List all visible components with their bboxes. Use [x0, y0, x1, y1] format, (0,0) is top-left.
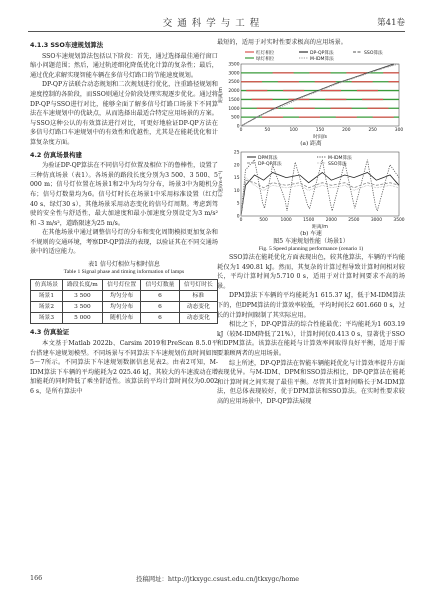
y-tick-label: 10 [233, 188, 240, 194]
table-cell: 均匀分布 [102, 290, 140, 301]
paragraph-dpqp: DP-QP方法联合动态规划和二次规划进行优化，注重路径规划和速度控制的各阶段，而SSO则通过分阶段处理实现逐步优化。通过将DP-QP与SSO进行对比，能够全面了解多信号灯路口场景下不同算法在车速规划中的优缺点，从而选择出最适合特定应用场景的方案。与SSO这种公认的有效算法进行对比，可更好地验证DP-QP方法在多信号灯路口车速规划中的有效性和优越性，尤其是在能耗优化和计算复杂度方面。 [30, 81, 218, 146]
table-row [31, 313, 218, 324]
table-header-row [31, 279, 218, 290]
y-tick-label: 2000 [228, 88, 240, 94]
table-cell: 6 [141, 301, 179, 312]
table-cell: 动态变化 [179, 313, 217, 324]
table-cell: 场景1 [31, 290, 63, 301]
figure-caption-cn: 图5 车速规划性能（场景1） [273, 237, 349, 245]
section-heading-4-3: 4.3 仿真验证 [30, 328, 70, 337]
section-heading-4-2: 4.2 仿真场景构建 [30, 150, 82, 159]
section-heading-4-1-3: 4.1.3 SSO车速规划算法 [30, 41, 104, 49]
legend-label: M-IDM算法 [328, 155, 352, 161]
legend-label: SSO算法 [364, 50, 383, 56]
header-rule [28, 31, 405, 32]
x-tick-label: 50 [264, 127, 271, 133]
submission-url: 投稿网址：http://jtkxygc.csust.edu.cn/jtkxygc/home [135, 575, 300, 583]
y-tick-label: 3000 [228, 70, 240, 76]
x-tick-label: 0 [239, 217, 243, 223]
table-cell: 标准 [179, 290, 217, 301]
table-cell: 6 [141, 290, 179, 301]
table-cell: 场景3 [31, 313, 63, 324]
x-tick-label: 300 [394, 127, 404, 133]
y-tick-label: 2500 [228, 79, 240, 85]
y-tick-label: 0 [236, 214, 240, 220]
x-tick-label: 250 [368, 127, 377, 133]
y-tick-label: 1000 [228, 106, 240, 112]
legend-label: 红灯相位 [256, 50, 275, 56]
table-row [31, 301, 218, 312]
y-tick-label: 3500 [228, 62, 240, 68]
table-cell: 随机分布 [102, 313, 140, 324]
table-caption-cn: 表1 信号灯相位与相时信息 [88, 261, 160, 269]
volume-label: 第41卷 [377, 18, 405, 28]
table-header-cell: 信号灯时长 [179, 279, 217, 290]
legend-label: DPM算法 [258, 155, 278, 161]
page-header [0, 0, 427, 40]
table-header-cell: 信号灯位置 [102, 279, 140, 290]
table-header-cell: 信号灯数量 [141, 279, 179, 290]
series-line [241, 180, 399, 216]
legend-label: SSO算法 [328, 161, 347, 167]
table-cell: 动态变化 [179, 301, 217, 312]
y-tick-label: 5 [236, 201, 240, 207]
subfigure-b-caption: (b) 车速 [300, 230, 322, 237]
x-tick-label: 1000 [280, 217, 292, 223]
y-tick-label: 0 [236, 124, 240, 130]
series-line [241, 177, 399, 215]
table-cell: 均匀分布 [102, 301, 140, 312]
table-header-cell: 仿真场景 [31, 279, 63, 290]
x-tick-label: 500 [259, 217, 268, 223]
paragraph-dpm-eval: DPM算法下车辆的平均能耗为1 615.37 kJ，低于M-IDM算法下的，但DPM算法的计算效率较低，平均时间长2 601.660 0 s，过长的计算时间限制了其实际应用。 [217, 292, 405, 319]
series-line [241, 159, 399, 215]
x-tick-label: 2500 [348, 217, 360, 223]
y-axis-label: 车速/(m·s⁻¹) [219, 170, 224, 198]
x-tick-label: 100 [289, 127, 298, 133]
paragraph-scene: 为验证DP-QP算法在不同信号灯位置及相位下的鲁棒性，设置了三种仿真场景（表1）。各场景的路段长度分别为3 500、3 500、5 000 m；信号灯位置在场景1和2中为均匀分布，场景3中为随机分布；信号灯数量均为6。信号灯时长在场景1中采用标准设置（红灯40 s、绿灯30 s），其他场景采用动态变化的信号灯周期。考虑到驾驶的安全性与舒适性，最大加速度和最小加速度分别设定为3 m/s² 和 -3 m/s²，道路限速为25 m/s。 [30, 162, 218, 227]
table-cell: 场景2 [31, 301, 63, 312]
legend-label: 绿灯相位 [256, 56, 275, 62]
x-tick-label: 3500 [393, 217, 405, 223]
paragraph-continued: 最短的，适用于对实时性要求极高的应用场景。 [217, 39, 347, 46]
speed-distance-chart [217, 148, 405, 230]
y-tick-label: 1500 [228, 97, 240, 103]
x-tick-label: 1500 [303, 217, 315, 223]
y-axis-label: 距离/m [219, 86, 224, 103]
legend-label: DP-QP算法 [310, 50, 334, 56]
x-axis-label: 距离/m [312, 224, 328, 230]
paragraph-sso-eval: SSO算法在能耗优化方面表现出色，较其他算法，车辆的平均能耗仅为1 490.81 kJ。然而，其复杂的计算过程导致计算时间相对较长，平均计算时间为5.710 0 s，适用于对计算时间要求不高的场景。 [217, 254, 405, 290]
series-line [241, 172, 399, 216]
page-number: 166 [30, 574, 43, 582]
table-cell: 6 [141, 313, 179, 324]
x-tick-label: 3000 [370, 217, 383, 223]
table-cell: 3 500 [62, 301, 102, 312]
paragraph-sim: 本文基于Matlab 2022b、Carsim 2019和PreScan 8.5.0平台搭建车速规划模型。不同场景与不同算法下车速规划仿真时间如图5～7所示。不同算法下车速规划数据信息见表2。由表2可知，M-IDM算法下车辆的平均能耗为2 025.46 kJ，其较大的车速波动在增加能耗的同时降低了乘坐舒适性。该算法的平均计算时间仅为0.002 6 s，是所有算法中 [30, 339, 218, 395]
x-tick-label: 2000 [325, 217, 337, 223]
y-tick-label: 15 [233, 175, 240, 181]
legend-label: DP-QP算法 [258, 161, 282, 167]
paragraph-dpqp-eval: 相比之下，DP-QP算法的综合性能最优；平均能耗为1 603.19 kJ（较M-IDM降低了21%），计算时间仅0.413 0 s，显著优于SSO和DPM算法。该算法在能耗与计算效率间取得良好平衡，适用于需要兼顾两者的应用场景。 [217, 321, 405, 358]
x-tick-label: 150 [315, 127, 325, 133]
figure-caption-en: Fig. 5 Speed planning performance (cenario 1) [258, 245, 364, 252]
table-cell: 3 500 [62, 290, 102, 301]
y-tick-label: 20 [233, 162, 240, 168]
x-tick-label: 0 [239, 127, 243, 133]
table-header-cell: 路段长度/m [62, 279, 102, 290]
signal-table [30, 279, 218, 325]
paragraph-summary: 综上所述，DP-QP算法在智能车辆能耗优化与计算效率提升方面表现优异。与M-IDM、DPM和SSO算法相比，DP-QP算法在能耗和计算时间之间实现了最佳平衡。尽管其计算时间略长于M-IDM算法，但总体表现较好，优于DPM算法和SSO算法。在实时性要求较高的应用场景中，DP-QP算法展现 [217, 359, 405, 405]
subfigure-a-caption: (a) 距离 [300, 140, 322, 147]
paragraph-cycle: 在其他场景中通过调整信号灯的分布和变化周期模拟更加复杂和不规则的交通环境，考察DP-QP算法的表现，以验证其在不同交通场景中的适应能力。 [30, 229, 218, 256]
distance-time-chart [217, 48, 405, 140]
y-tick-label: 25 [233, 150, 240, 156]
left-column [30, 38, 218, 397]
x-tick-label: 200 [342, 127, 351, 133]
table-cell: 5 000 [62, 313, 102, 324]
paragraph-sso: SSO车速规划算法包括以下阶段：首先，通过选择最佳通行窗口缩小问题范围；然后，通过轨迹细化降低优化计算的复杂性；最后，通过优化求解实现智能车辆在多信号灯路口的节能速度规划。 [30, 52, 218, 79]
journal-title: 交通科学与工程 [162, 18, 265, 29]
figure-5 [217, 48, 405, 254]
right-column [217, 38, 405, 407]
table-caption-en: Table 1 Signal phase and timing information of lamps [63, 269, 185, 276]
y-tick-label: 500 [231, 115, 240, 121]
x-axis-label: 时间/s [313, 134, 327, 140]
legend-label: M-IDM算法 [310, 56, 334, 62]
table-row [31, 290, 218, 301]
